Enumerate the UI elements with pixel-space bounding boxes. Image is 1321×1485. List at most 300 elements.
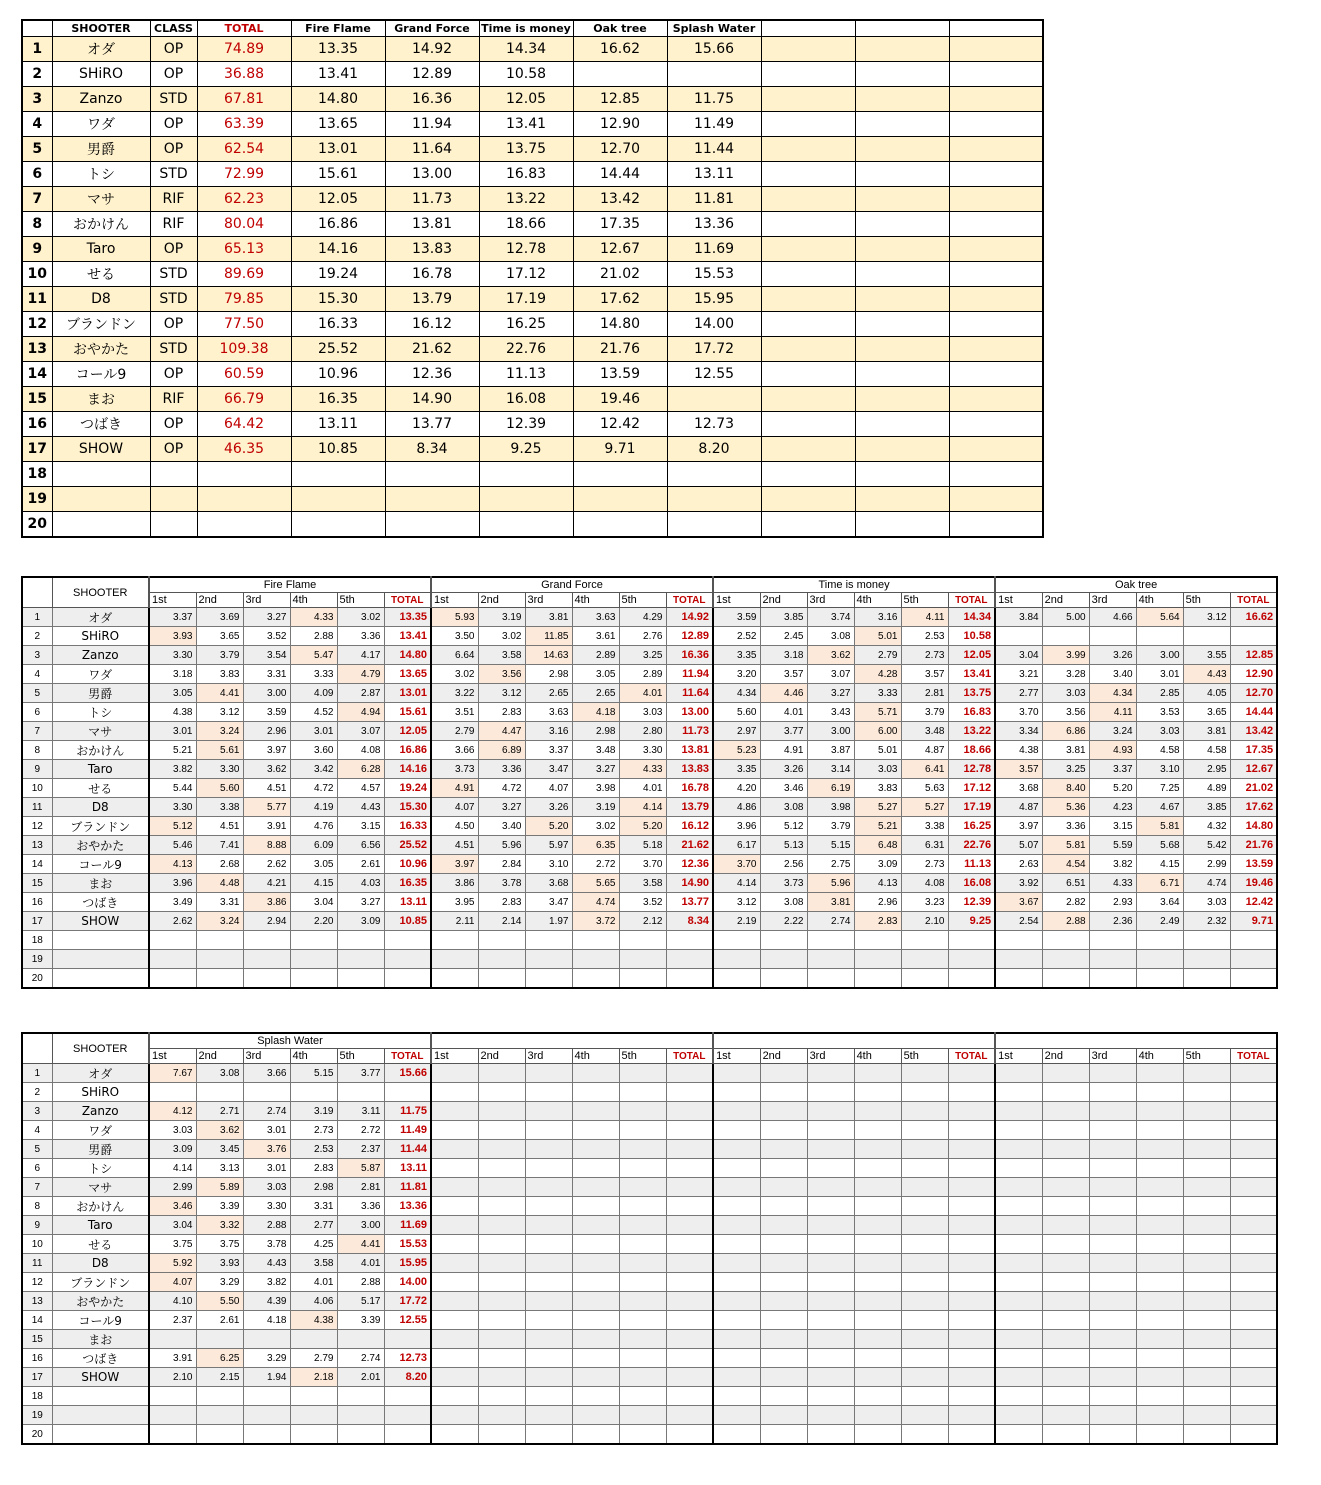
detail-subheader-row — [22, 593, 1277, 608]
stage-total-cell — [948, 1292, 995, 1311]
stage-total-cell — [666, 1121, 713, 1140]
shooter-name-cell — [52, 931, 149, 950]
run-subheader: 1st — [713, 593, 760, 608]
shooter-name-cell: マサ — [52, 722, 149, 741]
run-time-cell: 2.72 — [572, 855, 619, 874]
run-time-cell: 4.21 — [243, 874, 290, 893]
run-time-cell — [572, 1235, 619, 1254]
stage-time-cell: 11.75 — [667, 87, 761, 112]
run-time-cell: 3.81 — [1183, 722, 1230, 741]
run-time-cell: 2.19 — [713, 912, 760, 931]
summary-row — [22, 362, 1043, 387]
summary-row — [22, 512, 1043, 538]
run-time-cell — [1183, 1178, 1230, 1197]
run-time-cell — [854, 1387, 901, 1406]
empty-cell — [761, 87, 855, 112]
run-subheader: 1st — [995, 1049, 1042, 1064]
stage-time-cell: 17.72 — [667, 337, 761, 362]
run-time-cell: 5.44 — [149, 779, 196, 798]
run-time-cell: 14.63 — [525, 646, 572, 665]
stage-time-cell: 13.11 — [291, 412, 385, 437]
run-time-cell: 3.95 — [431, 893, 478, 912]
run-time-cell: 4.87 — [995, 798, 1042, 817]
run-time-cell — [1183, 1292, 1230, 1311]
run-time-cell: 2.53 — [901, 627, 948, 646]
run-time-cell — [995, 1159, 1042, 1178]
rank-cell: 7 — [22, 1178, 52, 1197]
stage-total-cell — [948, 1311, 995, 1330]
stage-total-cell: 17.12 — [948, 779, 995, 798]
empty-cell — [761, 262, 855, 287]
run-time-cell — [243, 1425, 290, 1445]
run-time-cell: 2.89 — [572, 646, 619, 665]
empty-cell — [949, 487, 1043, 512]
total-cell: 36.88 — [197, 62, 291, 87]
run-time-cell: 3.31 — [243, 665, 290, 684]
shooter-header-cell: SHOOTER — [52, 577, 149, 608]
run-time-cell: 5.65 — [572, 874, 619, 893]
empty-cell — [855, 87, 949, 112]
run-time-cell — [478, 1102, 525, 1121]
run-time-cell: 3.01 — [149, 722, 196, 741]
run-time-cell: 3.09 — [337, 912, 384, 931]
shooter-name-cell: 男爵 — [52, 1140, 149, 1159]
run-time-cell: 5.12 — [149, 817, 196, 836]
run-time-cell — [1089, 1330, 1136, 1349]
run-time-cell — [478, 931, 525, 950]
run-time-cell: 2.73 — [290, 1121, 337, 1140]
stage-total-cell: 19.46 — [1230, 874, 1277, 893]
run-time-cell: 3.87 — [807, 741, 854, 760]
stage-time-cell: 12.85 — [573, 87, 667, 112]
stage-total-cell: 13.77 — [666, 893, 713, 912]
run-time-cell: 2.10 — [149, 1368, 196, 1387]
stage-time-cell — [573, 462, 667, 487]
stage-time-cell: 16.86 — [291, 212, 385, 237]
stage-time-cell: 9.25 — [479, 437, 573, 462]
run-time-cell — [807, 1387, 854, 1406]
run-time-cell: 2.72 — [337, 1121, 384, 1140]
shooter-name-cell: おかけん — [52, 212, 150, 237]
run-time-cell — [760, 1254, 807, 1273]
run-time-cell: 3.25 — [1042, 760, 1089, 779]
run-time-cell: 4.66 — [1089, 608, 1136, 627]
stage-time-cell — [479, 512, 573, 538]
run-time-cell: 2.89 — [619, 665, 666, 684]
stage-total-cell: 11.73 — [666, 722, 713, 741]
run-time-cell: 3.38 — [901, 817, 948, 836]
run-time-cell: 6.35 — [572, 836, 619, 855]
stage-total-cell: 13.79 — [666, 798, 713, 817]
summary-header-cell: SHOOTER — [52, 20, 150, 37]
rank-cell: 7 — [22, 722, 52, 741]
detail-row — [22, 1254, 1277, 1273]
run-time-cell — [807, 1406, 854, 1425]
stage-total-cell — [948, 931, 995, 950]
run-time-cell: 3.36 — [337, 627, 384, 646]
stage-total-cell: 12.85 — [1230, 646, 1277, 665]
stage-total-cell: 13.11 — [384, 893, 431, 912]
run-time-cell — [901, 1368, 948, 1387]
rank-cell: 8 — [22, 212, 52, 237]
run-time-cell: 3.26 — [525, 798, 572, 817]
stage-total-cell: 11.64 — [666, 684, 713, 703]
rank-cell: 18 — [22, 462, 52, 487]
run-subheader: 3rd — [243, 593, 290, 608]
run-time-cell: 3.52 — [243, 627, 290, 646]
shooter-name-cell: コール9 — [52, 855, 149, 874]
run-time-cell: 4.93 — [1089, 741, 1136, 760]
run-time-cell: 4.39 — [243, 1292, 290, 1311]
stage-total-cell — [1230, 1197, 1277, 1216]
run-time-cell: 2.81 — [901, 684, 948, 703]
run-time-cell — [1183, 1254, 1230, 1273]
run-time-cell — [572, 950, 619, 969]
run-time-cell — [1183, 1064, 1230, 1083]
run-time-cell — [525, 1349, 572, 1368]
run-time-cell: 7.41 — [196, 836, 243, 855]
empty-cell — [855, 437, 949, 462]
run-time-cell: 3.02 — [572, 817, 619, 836]
run-time-cell — [572, 1083, 619, 1102]
run-time-cell — [1136, 1406, 1183, 1425]
empty-cell — [949, 337, 1043, 362]
run-time-cell — [572, 1273, 619, 1292]
run-time-cell — [1136, 1178, 1183, 1197]
stage-total-cell: 15.66 — [384, 1064, 431, 1083]
run-time-cell — [1042, 1159, 1089, 1178]
run-time-cell: 2.98 — [290, 1178, 337, 1197]
run-time-cell: 3.04 — [149, 1216, 196, 1235]
run-time-cell — [713, 1197, 760, 1216]
shooter-name-cell: コール9 — [52, 1311, 149, 1330]
run-time-cell — [619, 1330, 666, 1349]
run-time-cell: 3.65 — [196, 627, 243, 646]
run-subheader: 4th — [572, 1049, 619, 1064]
run-time-cell: 5.17 — [337, 1292, 384, 1311]
run-time-cell: 4.08 — [901, 874, 948, 893]
empty-cell — [761, 512, 855, 538]
run-time-cell: 3.73 — [760, 874, 807, 893]
summary-header-cell: Fire Flame — [291, 20, 385, 37]
run-time-cell: 4.08 — [337, 741, 384, 760]
detail-row — [22, 969, 1277, 989]
run-time-cell — [1089, 1292, 1136, 1311]
run-time-cell: 4.43 — [243, 1254, 290, 1273]
run-time-cell: 3.78 — [243, 1235, 290, 1254]
run-time-cell: 3.47 — [525, 760, 572, 779]
rank-cell: 9 — [22, 1216, 52, 1235]
run-time-cell: 2.37 — [337, 1140, 384, 1159]
run-subheader: 2nd — [1042, 1049, 1089, 1064]
rank-cell: 14 — [22, 362, 52, 387]
run-time-cell: 3.57 — [760, 665, 807, 684]
shooter-name-cell: せる — [52, 262, 150, 287]
run-time-cell: 2.83 — [290, 1159, 337, 1178]
stage-total-cell: 14.34 — [948, 608, 995, 627]
shooter-name-cell: SHiRO — [52, 62, 150, 87]
run-time-cell — [1042, 1216, 1089, 1235]
detail-header-row — [22, 577, 1277, 593]
run-time-cell: 2.75 — [807, 855, 854, 874]
run-time-cell: 3.01 — [1136, 665, 1183, 684]
rank-cell: 1 — [22, 1064, 52, 1083]
run-time-cell: 2.95 — [1183, 760, 1230, 779]
run-time-cell — [713, 1349, 760, 1368]
run-time-cell: 6.25 — [196, 1349, 243, 1368]
run-time-cell — [431, 969, 478, 989]
run-time-cell: 5.13 — [760, 836, 807, 855]
run-time-cell — [807, 1425, 854, 1445]
empty-cell — [761, 312, 855, 337]
run-time-cell — [1136, 969, 1183, 989]
summary-header-cell: Splash Water — [667, 20, 761, 37]
stage-time-cell: 13.36 — [667, 212, 761, 237]
stage-time-cell: 12.36 — [385, 362, 479, 387]
class-cell: OP — [150, 362, 197, 387]
rank-cell: 3 — [22, 1102, 52, 1121]
run-time-cell — [1042, 1425, 1089, 1445]
run-time-cell — [713, 1064, 760, 1083]
detail-row — [22, 1197, 1277, 1216]
rank-cell: 10 — [22, 262, 52, 287]
run-time-cell: 3.82 — [243, 1273, 290, 1292]
run-time-cell — [854, 1197, 901, 1216]
run-time-cell: 8.88 — [243, 836, 290, 855]
run-time-cell — [807, 1102, 854, 1121]
run-time-cell — [713, 1235, 760, 1254]
shooter-name-cell: 男爵 — [52, 684, 149, 703]
shooter-name-cell: まお — [52, 1330, 149, 1349]
run-time-cell: 6.00 — [854, 722, 901, 741]
empty-cell — [761, 487, 855, 512]
stage-total-cell: 16.36 — [666, 646, 713, 665]
run-time-cell — [995, 1406, 1042, 1425]
run-time-cell: 5.64 — [1136, 608, 1183, 627]
run-time-cell — [619, 1235, 666, 1254]
run-time-cell: 3.30 — [196, 760, 243, 779]
rank-cell: 6 — [22, 1159, 52, 1178]
run-time-cell — [619, 1406, 666, 1425]
run-time-cell — [1042, 1102, 1089, 1121]
run-time-cell: 3.03 — [1136, 722, 1183, 741]
stage-total-cell — [384, 1083, 431, 1102]
empty-cell — [855, 137, 949, 162]
run-time-cell: 3.36 — [1042, 817, 1089, 836]
stage-total-cell: 17.72 — [384, 1292, 431, 1311]
shooter-name-cell — [52, 969, 149, 989]
shooter-name-cell: 男爵 — [52, 137, 150, 162]
stage-time-cell: 14.80 — [573, 312, 667, 337]
empty-cell — [855, 237, 949, 262]
stage-time-cell: 13.41 — [291, 62, 385, 87]
run-time-cell — [713, 1254, 760, 1273]
empty-cell — [949, 437, 1043, 462]
stage-total-cell: 13.83 — [666, 760, 713, 779]
run-time-cell — [760, 1178, 807, 1197]
rank-cell: 11 — [22, 1254, 52, 1273]
run-time-cell — [1089, 1406, 1136, 1425]
run-time-cell: 4.01 — [619, 779, 666, 798]
rank-cell: 3 — [22, 87, 52, 112]
stage-time-cell: 11.49 — [667, 112, 761, 137]
run-time-cell: 5.63 — [901, 779, 948, 798]
run-time-cell: 6.71 — [1136, 874, 1183, 893]
rank-cell: 4 — [22, 1121, 52, 1140]
run-time-cell: 2.61 — [337, 855, 384, 874]
run-time-cell — [854, 1178, 901, 1197]
run-time-cell — [1042, 1349, 1089, 1368]
run-time-cell — [525, 1330, 572, 1349]
run-time-cell — [196, 1330, 243, 1349]
run-time-cell: 3.62 — [243, 760, 290, 779]
summary-row — [22, 337, 1043, 362]
run-time-cell — [807, 1273, 854, 1292]
run-time-cell — [760, 1197, 807, 1216]
run-time-cell — [149, 950, 196, 969]
stage-time-cell: 12.78 — [479, 237, 573, 262]
run-time-cell — [1183, 1083, 1230, 1102]
run-time-cell: 4.33 — [290, 608, 337, 627]
run-time-cell: 5.93 — [431, 608, 478, 627]
run-time-cell: 3.77 — [337, 1064, 384, 1083]
run-time-cell — [1136, 1292, 1183, 1311]
run-time-cell: 2.87 — [337, 684, 384, 703]
stage-total-cell: 25.52 — [384, 836, 431, 855]
detail-row — [22, 646, 1277, 665]
run-time-cell: 3.68 — [525, 874, 572, 893]
run-time-cell: 3.70 — [713, 855, 760, 874]
summary-row — [22, 487, 1043, 512]
run-time-cell: 2.98 — [525, 665, 572, 684]
stage-total-cell: 11.13 — [948, 855, 995, 874]
run-time-cell — [337, 1425, 384, 1445]
stage-total-cell — [666, 1102, 713, 1121]
run-time-cell — [760, 1083, 807, 1102]
empty-cell — [949, 212, 1043, 237]
run-time-cell — [337, 1330, 384, 1349]
stage-total-cell — [666, 1292, 713, 1311]
summary-header-cell: Grand Force — [385, 20, 479, 37]
run-time-cell — [901, 950, 948, 969]
stage-total-cell — [948, 1235, 995, 1254]
run-time-cell — [901, 931, 948, 950]
run-time-cell: 2.37 — [149, 1311, 196, 1330]
stage-time-cell: 17.12 — [479, 262, 573, 287]
run-time-cell: 3.70 — [619, 855, 666, 874]
stage-time-cell: 14.34 — [479, 37, 573, 62]
run-time-cell — [995, 1121, 1042, 1140]
shooter-name-cell: オダ — [52, 37, 150, 62]
stage-total-cell — [1230, 1102, 1277, 1121]
run-time-cell: 3.37 — [525, 741, 572, 760]
run-time-cell: 3.91 — [243, 817, 290, 836]
run-time-cell — [431, 1159, 478, 1178]
run-time-cell: 3.49 — [149, 893, 196, 912]
run-time-cell — [478, 1406, 525, 1425]
detail-row — [22, 836, 1277, 855]
empty-cell — [761, 437, 855, 462]
detail-row — [22, 684, 1277, 703]
run-time-cell — [995, 1273, 1042, 1292]
run-time-cell: 2.97 — [713, 722, 760, 741]
stage-time-cell: 13.42 — [573, 187, 667, 212]
run-time-cell — [713, 969, 760, 989]
run-time-cell — [760, 950, 807, 969]
run-time-cell: 11.85 — [525, 627, 572, 646]
stage-total-cell — [1230, 1387, 1277, 1406]
run-time-cell — [760, 1273, 807, 1292]
total-cell: 77.50 — [197, 312, 291, 337]
run-time-cell: 3.62 — [807, 646, 854, 665]
run-time-cell: 3.11 — [337, 1102, 384, 1121]
run-time-cell — [1089, 1197, 1136, 1216]
run-time-cell: 3.22 — [431, 684, 478, 703]
rank-cell: 1 — [22, 608, 52, 627]
run-time-cell — [713, 1273, 760, 1292]
run-time-cell: 4.17 — [337, 646, 384, 665]
rank-cell: 20 — [22, 969, 52, 989]
run-time-cell: 3.31 — [196, 893, 243, 912]
empty-cell — [855, 37, 949, 62]
empty-cell — [761, 112, 855, 137]
empty-cell — [761, 387, 855, 412]
run-time-cell — [290, 1425, 337, 1445]
stage-total-cell — [1230, 1083, 1277, 1102]
run-time-cell — [337, 1387, 384, 1406]
class-cell: STD — [150, 162, 197, 187]
run-time-cell: 2.98 — [572, 722, 619, 741]
class-cell — [150, 487, 197, 512]
empty-cell — [761, 362, 855, 387]
run-time-cell — [478, 969, 525, 989]
run-time-cell: 3.12 — [478, 684, 525, 703]
run-time-cell — [1042, 1121, 1089, 1140]
run-time-cell — [525, 1064, 572, 1083]
stage-time-cell: 11.81 — [667, 187, 761, 212]
run-time-cell — [525, 1197, 572, 1216]
run-time-cell: 4.48 — [196, 874, 243, 893]
run-time-cell: 2.49 — [1136, 912, 1183, 931]
shooter-name-cell: SHOW — [52, 1368, 149, 1387]
run-time-cell: 4.43 — [1183, 665, 1230, 684]
run-time-cell — [854, 1140, 901, 1159]
run-time-cell — [619, 1159, 666, 1178]
summary-header-cell — [761, 20, 855, 37]
summary-row — [22, 37, 1043, 62]
run-time-cell — [1136, 1368, 1183, 1387]
run-time-cell — [854, 931, 901, 950]
run-time-cell: 3.27 — [337, 893, 384, 912]
run-subheader: 5th — [1183, 1049, 1230, 1064]
run-time-cell — [619, 1102, 666, 1121]
total-cell: 60.59 — [197, 362, 291, 387]
run-time-cell: 3.08 — [196, 1064, 243, 1083]
run-time-cell — [713, 931, 760, 950]
run-time-cell: 3.75 — [149, 1235, 196, 1254]
run-time-cell: 3.00 — [243, 684, 290, 703]
stage-time-cell — [667, 487, 761, 512]
run-time-cell — [1089, 1102, 1136, 1121]
run-time-cell: 3.18 — [149, 665, 196, 684]
run-time-cell: 3.16 — [854, 608, 901, 627]
empty-cell — [855, 212, 949, 237]
stage-total-cell — [384, 1330, 431, 1349]
empty-cell — [761, 187, 855, 212]
run-time-cell — [901, 1102, 948, 1121]
run-time-cell: 5.89 — [196, 1178, 243, 1197]
run-time-cell: 4.91 — [431, 779, 478, 798]
